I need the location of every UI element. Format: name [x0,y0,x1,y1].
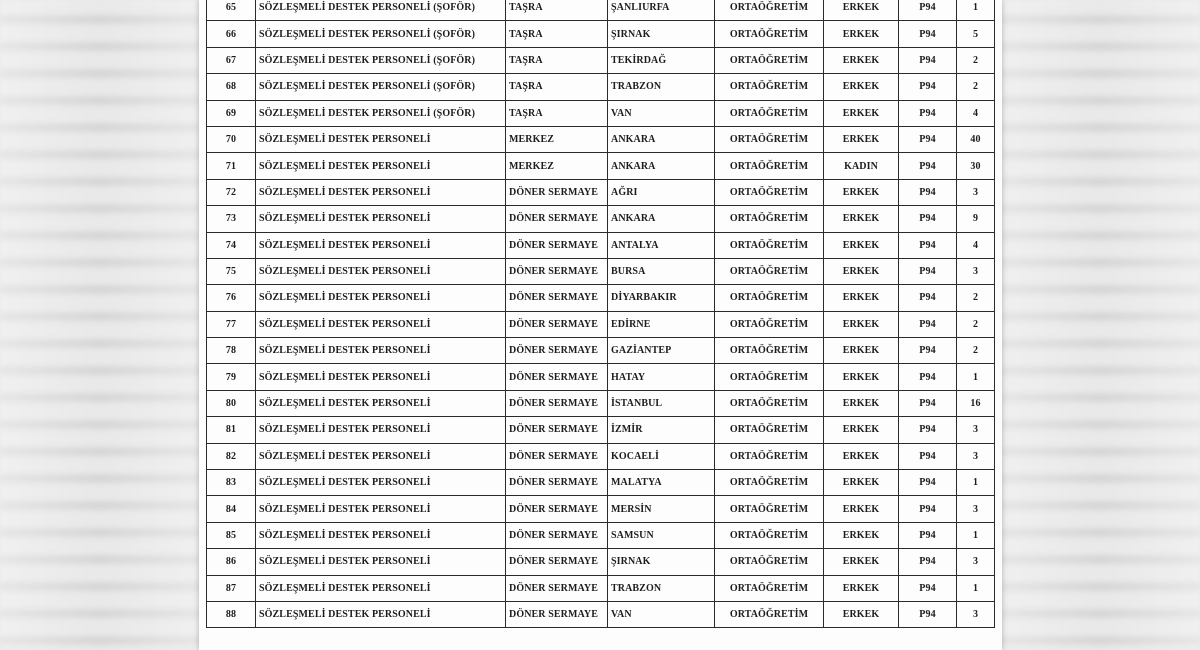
row-number-cell: 69 [207,100,256,126]
position-title-cell: SÖZLEŞMELİ DESTEK PERSONELİ [256,496,506,522]
position-count-cell: 1 [957,364,995,390]
table-body [207,0,995,628]
unit-type-cell: DÖNER SERMAYE [506,338,608,364]
row-number-cell: 88 [207,601,256,627]
position-count-cell: 2 [957,338,995,364]
row-number-cell: 67 [207,47,256,73]
row-number-cell: 78 [207,338,256,364]
education-level-cell: ORTAÖĞRETİM [715,232,824,258]
row-number-cell: 85 [207,522,256,548]
city-cell: MERSİN [608,496,715,522]
position-title-cell: SÖZLEŞMELİ DESTEK PERSONELİ [256,311,506,337]
score-type-cell: P94 [899,179,957,205]
city-cell: VAN [608,100,715,126]
position-count-cell: 30 [957,153,995,179]
city-cell: ANKARA [608,206,715,232]
table-row [207,522,995,548]
city-cell: ŞANLIURFA [608,0,715,21]
city-cell: KOCAELİ [608,443,715,469]
gender-cell: ERKEK [824,0,899,21]
gender-cell: ERKEK [824,100,899,126]
city-cell: SAMSUN [608,522,715,548]
gender-cell: ERKEK [824,47,899,73]
score-type-cell: P94 [899,21,957,47]
row-number-cell: 68 [207,74,256,100]
education-level-cell: ORTAÖĞRETİM [715,153,824,179]
education-level-cell: ORTAÖĞRETİM [715,470,824,496]
score-type-cell: P94 [899,100,957,126]
education-level-cell: ORTAÖĞRETİM [715,258,824,284]
gender-cell: KADIN [824,153,899,179]
position-table [206,0,995,628]
city-cell: TRABZON [608,575,715,601]
education-level-cell: ORTAÖĞRETİM [715,206,824,232]
position-count-cell: 9 [957,206,995,232]
position-count-cell: 3 [957,443,995,469]
score-type-cell: P94 [899,47,957,73]
position-title-cell: SÖZLEŞMELİ DESTEK PERSONELİ [256,470,506,496]
position-title-cell: SÖZLEŞMELİ DESTEK PERSONELİ [256,443,506,469]
score-type-cell: P94 [899,338,957,364]
unit-type-cell: DÖNER SERMAYE [506,470,608,496]
score-type-cell: P94 [899,364,957,390]
gender-cell: ERKEK [824,126,899,152]
table-row [207,285,995,311]
city-cell: ANKARA [608,153,715,179]
education-level-cell: ORTAÖĞRETİM [715,443,824,469]
row-number-cell: 83 [207,470,256,496]
unit-type-cell: TAŞRA [506,21,608,47]
gender-cell: ERKEK [824,417,899,443]
unit-type-cell: DÖNER SERMAYE [506,443,608,469]
blurred-right-background [1000,0,1200,650]
blurred-left-background [0,0,200,650]
position-count-cell: 2 [957,285,995,311]
position-count-cell: 3 [957,417,995,443]
position-title-cell: SÖZLEŞMELİ DESTEK PERSONELİ (ŞOFÖR) [256,47,506,73]
table-row [207,126,995,152]
table-row [207,575,995,601]
position-title-cell: SÖZLEŞMELİ DESTEK PERSONELİ (ŞOFÖR) [256,100,506,126]
position-title-cell: SÖZLEŞMELİ DESTEK PERSONELİ [256,338,506,364]
unit-type-cell: DÖNER SERMAYE [506,206,608,232]
education-level-cell: ORTAÖĞRETİM [715,575,824,601]
score-type-cell: P94 [899,522,957,548]
score-type-cell: P94 [899,549,957,575]
table-row [207,74,995,100]
table-row [207,470,995,496]
gender-cell: ERKEK [824,179,899,205]
position-title-cell: SÖZLEŞMELİ DESTEK PERSONELİ [256,285,506,311]
education-level-cell: ORTAÖĞRETİM [715,417,824,443]
gender-cell: ERKEK [824,601,899,627]
score-type-cell: P94 [899,232,957,258]
score-type-cell: P94 [899,153,957,179]
score-type-cell: P94 [899,311,957,337]
position-title-cell: SÖZLEŞMELİ DESTEK PERSONELİ [256,601,506,627]
table-row [207,417,995,443]
city-cell: İZMİR [608,417,715,443]
table-row [207,364,995,390]
position-title-cell: SÖZLEŞMELİ DESTEK PERSONELİ [256,126,506,152]
gender-cell: ERKEK [824,496,899,522]
position-count-cell: 1 [957,522,995,548]
row-number-cell: 66 [207,21,256,47]
gender-cell: ERKEK [824,232,899,258]
gender-cell: ERKEK [824,285,899,311]
unit-type-cell: DÖNER SERMAYE [506,232,608,258]
row-number-cell: 82 [207,443,256,469]
table-row [207,258,995,284]
gender-cell: ERKEK [824,575,899,601]
table-row [207,0,995,21]
row-number-cell: 87 [207,575,256,601]
table-row [207,232,995,258]
education-level-cell: ORTAÖĞRETİM [715,522,824,548]
row-number-cell: 75 [207,258,256,284]
unit-type-cell: DÖNER SERMAYE [506,285,608,311]
table-row [207,601,995,627]
education-level-cell: ORTAÖĞRETİM [715,100,824,126]
position-count-cell: 2 [957,74,995,100]
position-title-cell: SÖZLEŞMELİ DESTEK PERSONELİ [256,153,506,179]
gender-cell: ERKEK [824,390,899,416]
city-cell: GAZİANTEP [608,338,715,364]
row-number-cell: 80 [207,390,256,416]
document-page [199,0,1002,650]
city-cell: BURSA [608,258,715,284]
row-number-cell: 72 [207,179,256,205]
table-row [207,100,995,126]
position-title-cell: SÖZLEŞMELİ DESTEK PERSONELİ [256,232,506,258]
score-type-cell: P94 [899,575,957,601]
gender-cell: ERKEK [824,338,899,364]
table-row [207,47,995,73]
unit-type-cell: DÖNER SERMAYE [506,258,608,284]
table-row [207,496,995,522]
city-cell: ANTALYA [608,232,715,258]
position-title-cell: SÖZLEŞMELİ DESTEK PERSONELİ [256,390,506,416]
row-number-cell: 86 [207,549,256,575]
city-cell: DİYARBAKIR [608,285,715,311]
row-number-cell: 73 [207,206,256,232]
city-cell: VAN [608,601,715,627]
city-cell: AĞRI [608,179,715,205]
position-title-cell: SÖZLEŞMELİ DESTEK PERSONELİ (ŞOFÖR) [256,0,506,21]
row-number-cell: 70 [207,126,256,152]
city-cell: TEKİRDAĞ [608,47,715,73]
position-title-cell: SÖZLEŞMELİ DESTEK PERSONELİ [256,258,506,284]
unit-type-cell: MERKEZ [506,126,608,152]
position-title-cell: SÖZLEŞMELİ DESTEK PERSONELİ [256,575,506,601]
unit-type-cell: DÖNER SERMAYE [506,575,608,601]
unit-type-cell: TAŞRA [506,47,608,73]
table-row [207,443,995,469]
position-count-cell: 1 [957,470,995,496]
gender-cell: ERKEK [824,311,899,337]
position-count-cell: 1 [957,0,995,21]
score-type-cell: P94 [899,601,957,627]
education-level-cell: ORTAÖĞRETİM [715,601,824,627]
education-level-cell: ORTAÖĞRETİM [715,21,824,47]
education-level-cell: ORTAÖĞRETİM [715,285,824,311]
score-type-cell: P94 [899,470,957,496]
position-title-cell: SÖZLEŞMELİ DESTEK PERSONELİ [256,549,506,575]
score-type-cell: P94 [899,417,957,443]
education-level-cell: ORTAÖĞRETİM [715,338,824,364]
unit-type-cell: DÖNER SERMAYE [506,311,608,337]
gender-cell: ERKEK [824,74,899,100]
table-row [207,21,995,47]
unit-type-cell: TAŞRA [506,100,608,126]
education-level-cell: ORTAÖĞRETİM [715,179,824,205]
position-count-cell: 2 [957,311,995,337]
score-type-cell: P94 [899,74,957,100]
city-cell: TRABZON [608,74,715,100]
education-level-cell: ORTAÖĞRETİM [715,311,824,337]
unit-type-cell: DÖNER SERMAYE [506,179,608,205]
position-title-cell: SÖZLEŞMELİ DESTEK PERSONELİ [256,206,506,232]
gender-cell: ERKEK [824,470,899,496]
position-title-cell: SÖZLEŞMELİ DESTEK PERSONELİ [256,522,506,548]
education-level-cell: ORTAÖĞRETİM [715,549,824,575]
table-row [207,153,995,179]
row-number-cell: 65 [207,0,256,21]
score-type-cell: P94 [899,496,957,522]
position-count-cell: 5 [957,21,995,47]
education-level-cell: ORTAÖĞRETİM [715,47,824,73]
city-cell: ANKARA [608,126,715,152]
position-count-cell: 3 [957,258,995,284]
gender-cell: ERKEK [824,21,899,47]
table-row [207,206,995,232]
score-type-cell: P94 [899,390,957,416]
position-title-cell: SÖZLEŞMELİ DESTEK PERSONELİ [256,364,506,390]
row-number-cell: 74 [207,232,256,258]
unit-type-cell: MERKEZ [506,153,608,179]
row-number-cell: 81 [207,417,256,443]
score-type-cell: P94 [899,0,957,21]
score-type-cell: P94 [899,126,957,152]
position-count-cell: 3 [957,549,995,575]
score-type-cell: P94 [899,258,957,284]
education-level-cell: ORTAÖĞRETİM [715,496,824,522]
row-number-cell: 84 [207,496,256,522]
education-level-cell: ORTAÖĞRETİM [715,126,824,152]
gender-cell: ERKEK [824,443,899,469]
unit-type-cell: TAŞRA [506,74,608,100]
unit-type-cell: TAŞRA [506,0,608,21]
city-cell: HATAY [608,364,715,390]
gender-cell: ERKEK [824,549,899,575]
position-title-cell: SÖZLEŞMELİ DESTEK PERSONELİ (ŞOFÖR) [256,74,506,100]
score-type-cell: P94 [899,206,957,232]
position-title-cell: SÖZLEŞMELİ DESTEK PERSONELİ [256,417,506,443]
position-count-cell: 4 [957,100,995,126]
unit-type-cell: DÖNER SERMAYE [506,549,608,575]
row-number-cell: 71 [207,153,256,179]
position-count-cell: 3 [957,179,995,205]
unit-type-cell: DÖNER SERMAYE [506,417,608,443]
table-row [207,338,995,364]
gender-cell: ERKEK [824,206,899,232]
position-count-cell: 16 [957,390,995,416]
position-count-cell: 40 [957,126,995,152]
gender-cell: ERKEK [824,258,899,284]
row-number-cell: 79 [207,364,256,390]
gender-cell: ERKEK [824,522,899,548]
row-number-cell: 76 [207,285,256,311]
education-level-cell: ORTAÖĞRETİM [715,364,824,390]
position-count-cell: 2 [957,47,995,73]
education-level-cell: ORTAÖĞRETİM [715,0,824,21]
table-row [207,549,995,575]
city-cell: ŞIRNAK [608,21,715,47]
unit-type-cell: DÖNER SERMAYE [506,364,608,390]
position-count-cell: 4 [957,232,995,258]
position-title-cell: SÖZLEŞMELİ DESTEK PERSONELİ (ŞOFÖR) [256,21,506,47]
education-level-cell: ORTAÖĞRETİM [715,390,824,416]
table-row [207,390,995,416]
position-count-cell: 3 [957,496,995,522]
unit-type-cell: DÖNER SERMAYE [506,522,608,548]
unit-type-cell: DÖNER SERMAYE [506,601,608,627]
city-cell: İSTANBUL [608,390,715,416]
city-cell: EDİRNE [608,311,715,337]
table-row [207,311,995,337]
unit-type-cell: DÖNER SERMAYE [506,390,608,416]
row-number-cell: 77 [207,311,256,337]
table-row [207,179,995,205]
unit-type-cell: DÖNER SERMAYE [506,496,608,522]
city-cell: ŞIRNAK [608,549,715,575]
position-title-cell: SÖZLEŞMELİ DESTEK PERSONELİ [256,179,506,205]
city-cell: MALATYA [608,470,715,496]
score-type-cell: P94 [899,443,957,469]
position-count-cell: 1 [957,575,995,601]
education-level-cell: ORTAÖĞRETİM [715,74,824,100]
position-count-cell: 3 [957,601,995,627]
gender-cell: ERKEK [824,364,899,390]
score-type-cell: P94 [899,285,957,311]
